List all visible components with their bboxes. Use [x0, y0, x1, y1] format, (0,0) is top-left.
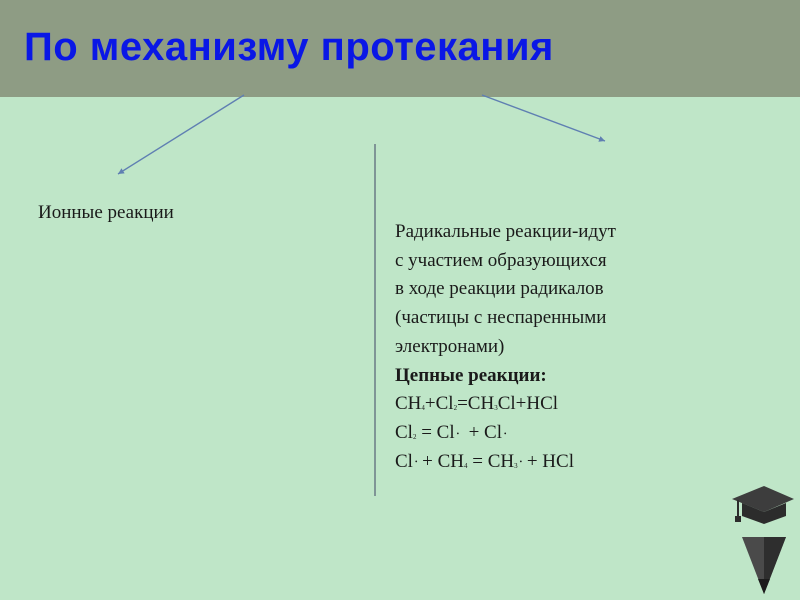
ionic-reactions-label: Ионные реакции: [38, 202, 174, 223]
slide-title: По механизму протекания: [24, 25, 554, 69]
radical-reactions-text: [395, 218, 616, 476]
arrow-left: [118, 95, 244, 174]
description-line: Радикальные реакции-идут: [395, 221, 616, 242]
arrow-right: [482, 95, 605, 141]
equation-methane-chlorination: $CH_4+Cl_2=CH_3Cl+HCl$: [395, 393, 559, 415]
equation-radical-propagation: Cl • + $CH_4 = CH_3$ • + HCl: [395, 450, 574, 472]
description-line: с участием образующихся: [395, 249, 607, 271]
equation-chlorine-dissociation: $Cl_2 = Cl$ • + Cl •: [395, 421, 507, 443]
description-line: электронами): [395, 335, 505, 357]
description-line: (частицы с неспаренными: [395, 307, 607, 329]
chain-reactions-heading: Цепные реакции:: [395, 364, 547, 386]
graduation-cap-pencil-icon: [728, 478, 796, 598]
description-line: в ходе реакции радикалов: [395, 278, 604, 300]
